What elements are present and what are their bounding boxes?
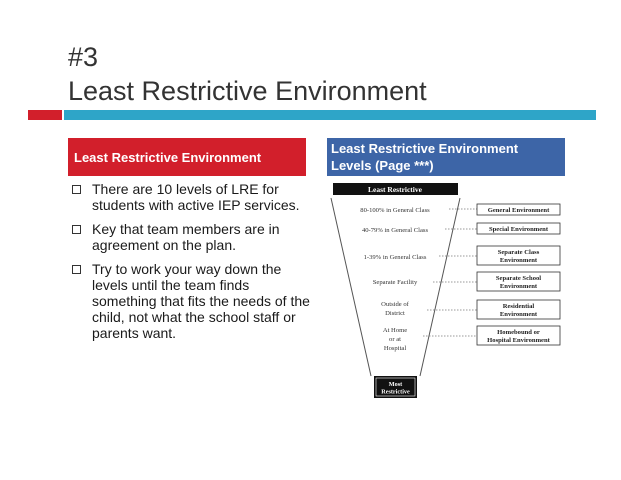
square-bullet-icon [72,265,81,274]
most-restrictive-label-2: Restrictive [381,388,410,396]
funnel-level-4: Separate Facility [372,279,418,286]
environment-label-1: General Environment [487,207,550,214]
environment-label-5a: Residential [502,303,535,310]
bullet-text: Key that team members are in agreement on the plan. [92,221,280,253]
funnel-level-1: 80-100% in General Class [360,207,430,214]
bullet-item [72,261,312,341]
environment-label-6a: Homebound or [497,329,540,336]
funnel-level-6b: or at [389,336,401,343]
environment-label-3a: Separate Class [497,249,540,256]
title-rule-bar [64,110,596,120]
bullet-item [72,221,312,253]
environment-label-4a: Separate School [495,275,542,282]
slide-title: Least Restrictive Environment [68,76,427,106]
funnel-level-6a: At Home [382,327,408,334]
funnel-level-5a: Outside of [381,301,409,308]
funnel-level-2: 40-79% in General Class [361,227,429,234]
connector-lines [423,209,477,336]
bullet-text: There are 10 levels of LRE for students with active IEP services. [92,181,300,213]
square-bullet-icon [72,225,81,234]
environment-label-4b: Environment [499,283,538,290]
funnel-left-edge [331,198,371,376]
funnel-level-5b: District [385,310,405,317]
environment-label-5b: Environment [499,311,538,318]
right-header-line-1: Least Restrictive Environment [331,141,519,156]
environment-label-2: Special Environment [488,226,549,233]
least-restrictive-label: Least Restrictive [368,185,422,194]
title-rule-accent [28,110,62,120]
square-bullet-icon [72,185,81,194]
bullet-list [72,181,312,349]
funnel-level-3: 1-39% in General Class [363,254,427,261]
funnel-level-6c: Hospital [383,345,407,352]
bullet-text: Try to work your way down the levels until the team finds something that fits the needs of the child, not what the school staff or parents want. [92,261,310,341]
left-column-header: Least Restrictive Environment [68,138,306,176]
funnel-right-edge [420,198,460,376]
right-header-line-2: Levels (Page ***) [331,158,434,173]
environment-label-3b: Environment [499,257,538,264]
environment-label-6b: Hospital Environment [487,337,550,344]
right-column-header [327,138,565,176]
most-restrictive-label-1: Most [388,381,403,388]
lre-funnel-diagram [327,178,567,402]
slide-number: #3 [68,42,99,72]
bullet-item [72,181,312,213]
slide-title-block [68,40,427,108]
